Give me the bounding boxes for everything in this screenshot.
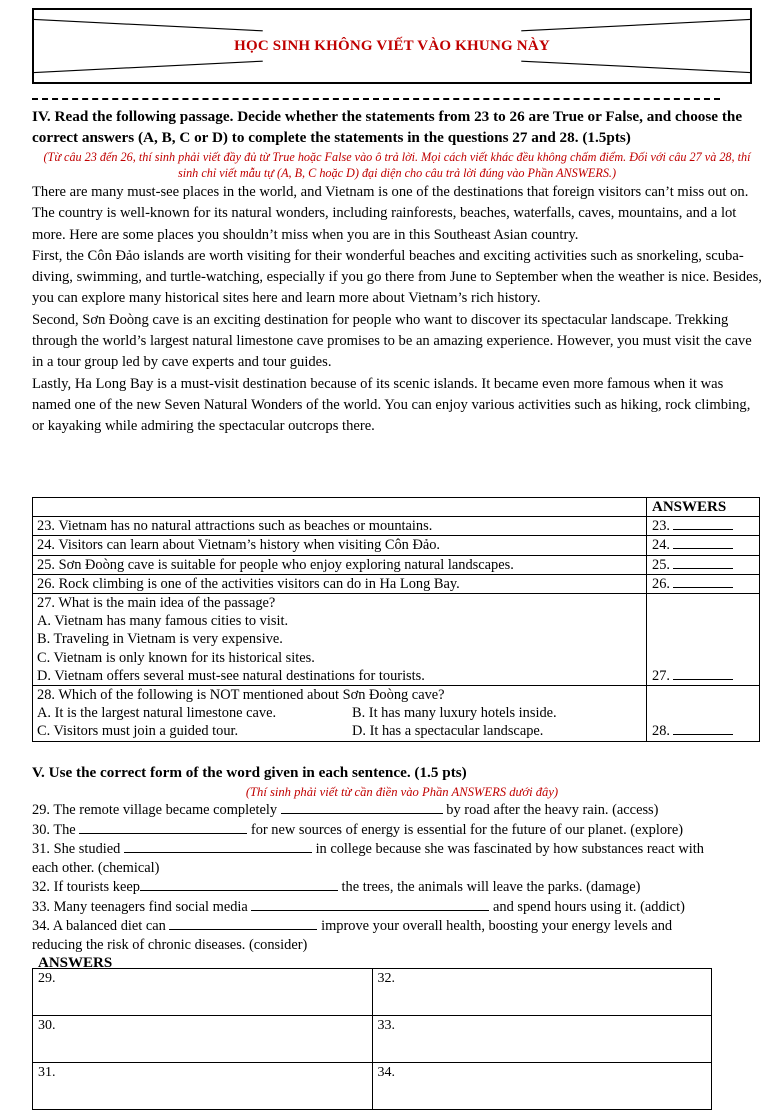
- passage-paragraph-1: There are many must-see places in the world, and Vietnam is one of the destinations that foreign visitors can’t miss out on. The country is well-known for its natural wonders, including rainforests, beaches, waterfalls, caves, mountains, and a lot more. Here are some places you shouldn’t miss when you are in this Southeast Asian country.: [32, 184, 749, 243]
- blank-29[interactable]: [281, 800, 443, 814]
- section-5-heading: V. Use the correct form of the word given in each sentence. (1.5 pts): [32, 764, 467, 781]
- answers-table: [32, 968, 712, 1110]
- answer-25[interactable]: 25.: [647, 555, 760, 574]
- table-row: [33, 1063, 712, 1110]
- dashed-divider: [32, 98, 720, 100]
- answer-cell-32[interactable]: 32.: [372, 969, 712, 1016]
- question-32: 32. If tourists keep the trees, the animals will leave the parks. (damage): [32, 879, 641, 895]
- question-25: 25. Sơn Đoòng cave is suitable for people who enjoy exploring natural landscapes.: [33, 555, 647, 574]
- answer-cell-34[interactable]: 34.: [372, 1063, 712, 1110]
- passage-paragraph-3: Second, Sơn Đoòng cave is an exciting destination for people who want to discover its spectacular landscape. Trekking through the world’s largest natural limestone cave promises to be an amazing experience. However, you must visit the cave in a tour group led by cave experts and tour guides.: [32, 311, 752, 371]
- answer-28[interactable]: 28.: [647, 686, 760, 742]
- question-28-stem: 28. Which of the following is NOT mentioned about Sơn Đoòng cave?: [37, 687, 445, 704]
- blank-31[interactable]: [124, 839, 312, 853]
- section-4-heading: IV. Read the following passage. Decide whether the statements from 23 to 26 are True or False, and choose the correct answers (A, B, C or D) to complete the statements in the questions 27 and 28. (1.5pts): [32, 108, 743, 146]
- question-28: [33, 686, 647, 742]
- question-27-option-b: B. Traveling in Vietnam is very expensive.: [37, 631, 283, 648]
- blank-33[interactable]: [251, 897, 489, 911]
- question-26: 26. Rock climbing is one of the activities visitors can do in Ha Long Bay.: [33, 574, 647, 593]
- question-28-option-a: A. It is the largest natural limestone cave.: [37, 705, 277, 722]
- question-28-option-d: D. It has a spectacular landscape.: [352, 723, 544, 740]
- blank-34[interactable]: [169, 916, 317, 930]
- table-row: [33, 574, 760, 593]
- table-row: [33, 536, 760, 555]
- answer-cell-29[interactable]: 29.: [33, 969, 373, 1016]
- blank-30[interactable]: [79, 820, 247, 834]
- passage-paragraph-4: Lastly, Ha Long Bay is a must-visit destination because of its scenic islands. It became even more famous when it was named one of the new Seven Natural Wonders of the world. You can enjoy various activities such as hiking, rock climbing, or kayaking while admiring the spectacular outcrops there.: [32, 375, 751, 435]
- table-row: [33, 1016, 712, 1063]
- table-row: [33, 594, 760, 686]
- answer-cell-31[interactable]: 31.: [33, 1063, 373, 1110]
- question-24: 24. Visitors can learn about Vietnam’s history when visiting Côn Đảo.: [33, 536, 647, 555]
- passage-paragraph-2: First, the Côn Đảo islands are worth visiting for their wonderful beaches and exciting activities such as snorkeling, scuba-diving, swimming, and turtle-watching, especially if you go there from June to September when the weather is nice. Besides, you can explore many historical sites here and learn more about Vietnam’s rich history.: [32, 247, 762, 307]
- answers-label: ANSWERS: [38, 955, 113, 971]
- answer-cell-30[interactable]: 30.: [33, 1016, 373, 1063]
- questions-table: [32, 497, 760, 742]
- table-row: [33, 686, 760, 742]
- header-box: [32, 8, 752, 84]
- question-27-option-a: A. Vietnam has many famous cities to visit.: [37, 613, 289, 630]
- table-row: [33, 969, 712, 1016]
- blank-32[interactable]: [140, 877, 338, 891]
- section-4: [32, 106, 762, 438]
- answer-23[interactable]: 23.: [647, 517, 760, 536]
- question-34: 34. A balanced diet can improve your overall health, boosting your energy levels and reducing the risk of chronic diseases. (consider): [32, 918, 673, 953]
- question-27: [33, 594, 647, 686]
- table-cell: [33, 498, 647, 517]
- header-title: HỌC SINH KHÔNG VIẾT VÀO KHUNG NÀY: [234, 38, 550, 54]
- answer-cell-33[interactable]: 33.: [372, 1016, 712, 1063]
- question-28-option-b: B. It has many luxury hotels inside.: [352, 705, 557, 722]
- section-5-note: (Thí sinh phải viết từ cần điền vào Phần ANSWERS dưới đây): [245, 785, 559, 799]
- question-28-option-c: C. Visitors must join a guided tour.: [37, 723, 239, 740]
- table-row: [33, 517, 760, 536]
- table-row: [33, 555, 760, 574]
- answer-26[interactable]: 26.: [647, 574, 760, 593]
- question-27-stem: 27. What is the main idea of the passage?: [37, 595, 276, 612]
- answer-24[interactable]: 24.: [647, 536, 760, 555]
- section-5: [32, 762, 771, 973]
- question-30: 30. The for new sources of energy is essential for the future of our planet. (explore): [32, 821, 684, 838]
- question-27-option-c: C. Vietnam is only known for its historical sites.: [37, 649, 315, 666]
- answer-27[interactable]: 27.: [647, 594, 760, 686]
- question-29: 29. The remote village became completely by road after the heavy rain. (access): [32, 802, 659, 818]
- question-23: 23. Vietnam has no natural attractions such as beaches or mountains.: [33, 517, 647, 536]
- table-row: [33, 498, 760, 517]
- answers-header: ANSWERS: [647, 498, 760, 517]
- section-4-note: (Từ câu 23 đến 26, thí sinh phải viết đầy đủ từ True hoặc False vào ô trả lời. Mọi cách viết khác đều không chấm điểm. Đối với câu 27 và 28, thí sinh chỉ viết mẫu tự (A, B, C hoặc D) đại diện cho câu trả lời đúng vào Phần ANSWERS.): [43, 150, 751, 180]
- question-31: 31. She studied in college because she was fascinated by how substances react with each other. (chemical): [32, 841, 704, 876]
- question-33: 33. Many teenagers find social media and spend hours using it. (addict): [32, 898, 685, 915]
- question-27-option-d: D. Vietnam offers several must-see natural destinations for tourists.: [37, 667, 425, 684]
